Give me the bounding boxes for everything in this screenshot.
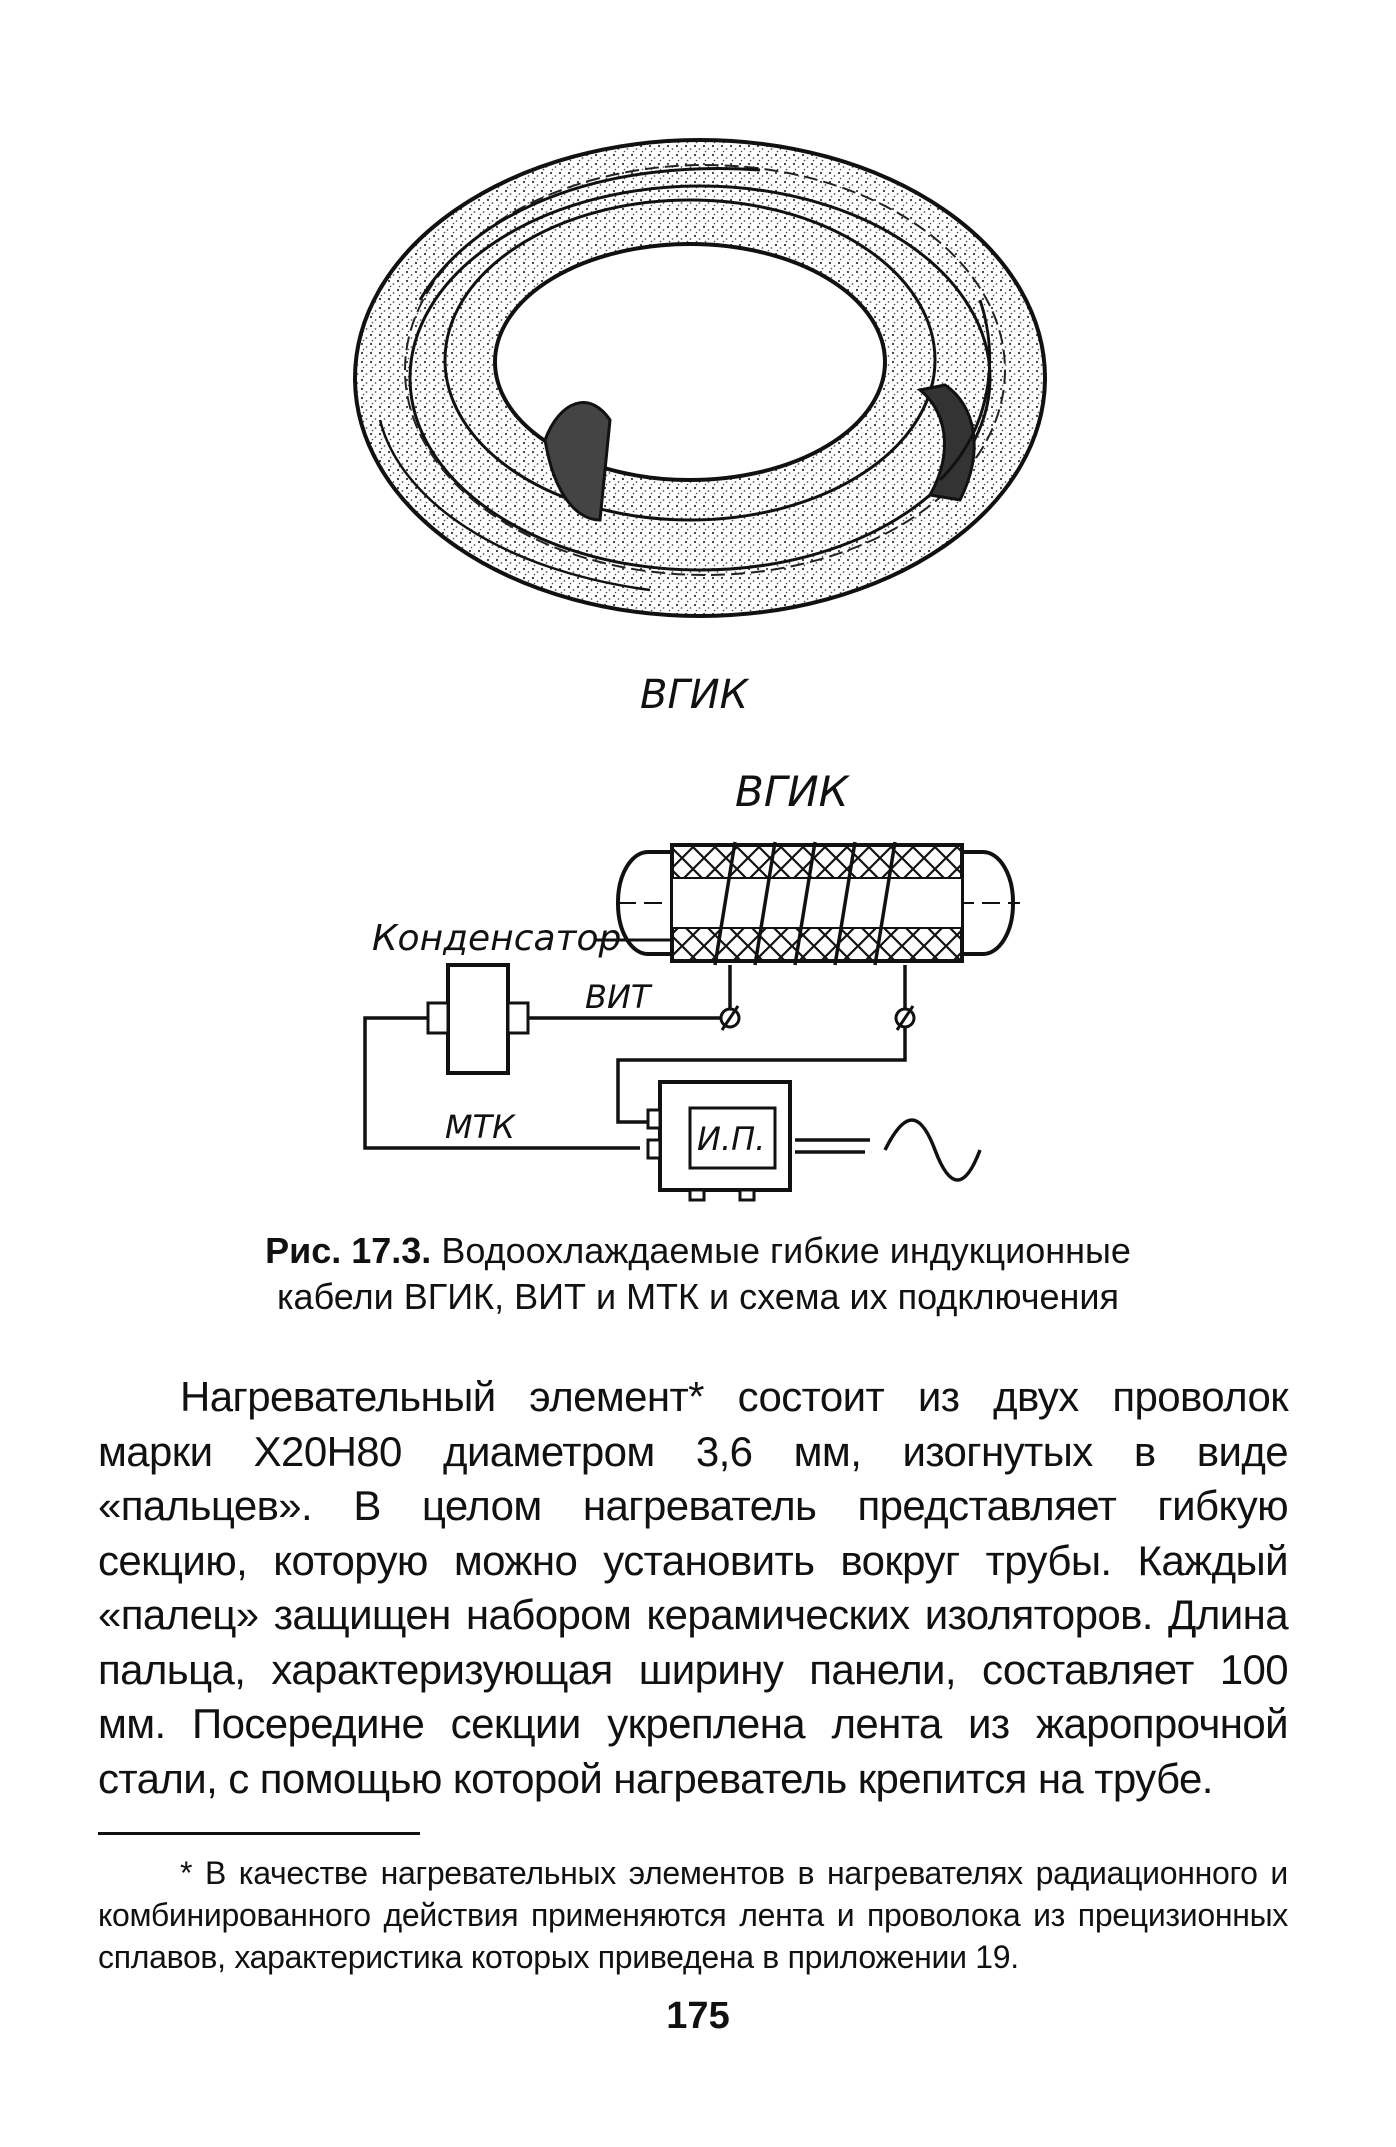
page-number: 175 xyxy=(666,1995,730,2037)
coiled-cable-illustration xyxy=(355,140,1045,616)
connection-scheme xyxy=(365,767,1020,1200)
ac-symbol-icon xyxy=(885,1120,980,1180)
figure-caption xyxy=(180,1228,1216,1320)
scheme-label-vgik: ВГИК xyxy=(735,767,849,816)
label-capacitor: Конденсатор xyxy=(372,918,622,959)
body-paragraph xyxy=(98,1370,1288,1806)
capacitor xyxy=(448,965,508,1073)
photo-label: ВГИК xyxy=(640,672,749,718)
label-vit: ВИТ xyxy=(585,978,651,1016)
label-mtk: МТК xyxy=(445,1108,515,1146)
footnote-divider xyxy=(98,1832,420,1835)
label-power-source: И.П. xyxy=(697,1120,766,1158)
figure-number: Рис. 17.3. xyxy=(265,1230,432,1271)
footnote-text: * В качестве нагревательных элементов в нагревателях радиационного и комбинированного действия применяются лента и проволока из прецизионных сплавов, характеристика которых приведена в приложении 19. xyxy=(98,1855,1288,1975)
caption-line-2: кабели ВГИК, ВИТ и МТК и схема их подключения xyxy=(277,1276,1119,1317)
footnote xyxy=(98,1852,1288,1978)
body-paragraph-text: Нагревательный элемент* состоит из двух проволок марки Х20Н80 диаметром 3,6 мм, изогнутых в виде «пальцев». В целом нагреватель представляет гибкую секцию, которую можно установить вокруг трубы. Каждый «палец» защищен набором керамических изоляторов. Длина пальца, характеризующая ширину панели, составляет 100 мм. Посередине секции укреплена лента из жаропрочной стали, с помощью которой нагреватель крепится на трубе. xyxy=(98,1373,1288,1802)
caption-line-1: Водоохлаждаемые гибкие индукционные xyxy=(441,1230,1131,1271)
